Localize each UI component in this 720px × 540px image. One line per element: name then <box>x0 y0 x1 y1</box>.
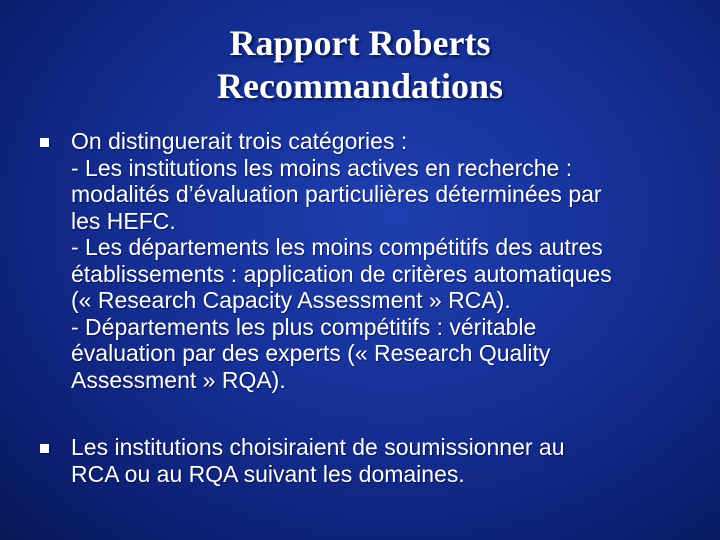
title-line-1: Rapport Roberts <box>229 23 491 63</box>
bullet-line: Assessment » RQA). <box>71 366 286 393</box>
bullet-line: modalités d’évaluation particulières déterminées par <box>71 181 602 207</box>
bullet-line: - Départements les plus compétitifs : véritable <box>71 313 537 340</box>
bullet-list <box>40 128 690 487</box>
bullet-line: On distinguerait trois catégories : <box>71 128 408 154</box>
bullet-line: - Les institutions les moins actives en recherche : <box>71 154 573 181</box>
bullet-item-categories <box>40 128 690 393</box>
bullet-item-submission <box>40 434 690 487</box>
bullet-line: (« Research Capacity Assessment » RCA). <box>71 287 511 313</box>
title-line-2: Recommandations <box>217 66 503 106</box>
bullet-line: Les institutions choisiraient de soumissionner au <box>71 434 565 460</box>
square-bullet-icon <box>40 444 49 453</box>
square-bullet-icon <box>40 138 49 147</box>
bullet-line: établissements : application de critères automatiques <box>71 260 612 287</box>
bullet-line: - Les départements les moins compétitifs des autres <box>71 234 603 260</box>
slide-title <box>0 22 720 108</box>
bullet-line: évaluation par des experts (« Research Quality <box>71 340 551 366</box>
bullet-line: RCA ou au RQA suivant les domaines. <box>71 460 465 487</box>
bullet-line: les HEFC. <box>71 207 176 234</box>
